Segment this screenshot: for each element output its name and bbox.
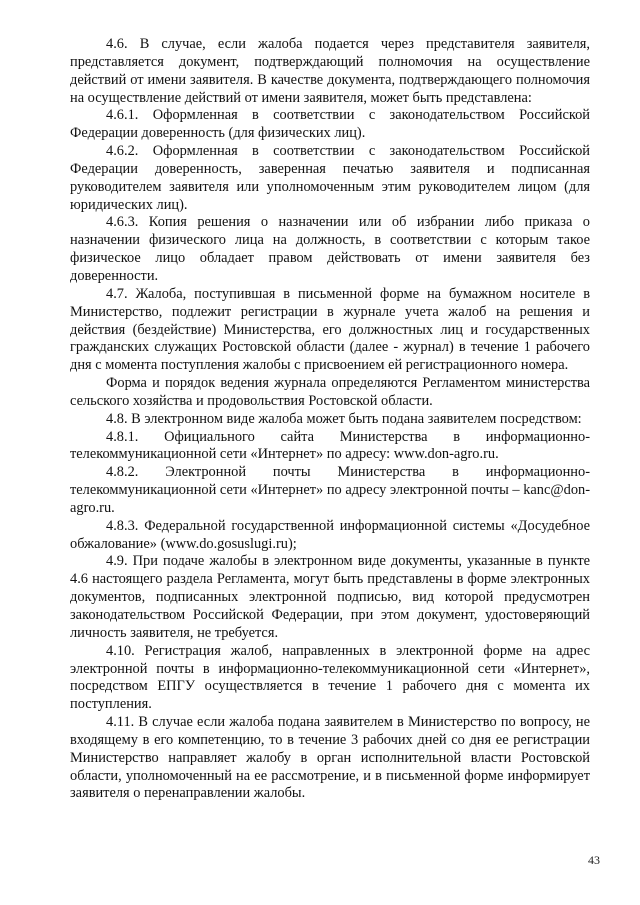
- paragraph-4-9: 4.9. При подаче жалобы в электронном виде документы, указанные в пункте 4.6 настоящего раздела Регламента, могут быть представлены в форме электронных документов, подписанных электронной подписью, вид которой предусмотрен законодательством Российской Федерации, при этом документ, удостоверяющий личность заявителя, не требуется.: [70, 553, 590, 641]
- paragraph-journal-form: Форма и порядок ведения журнала определяются Регламентом министерства сельского хозяйства и продовольствия Ростовской области.: [70, 375, 590, 409]
- paragraph-4-6-2: 4.6.2. Оформленная в соответствии с законодательством Российской Федерации доверенность, заверенная печатью заявителя и подписанная руководителем заявителя или уполномоченным этим руководителем лицом (для юридических лиц).: [70, 143, 590, 213]
- paragraph-4-8-2: 4.8.2. Электронной почты Министерства в информационно-телекоммуникационной сети «Интернет» по адресу электронной почты – kanc@don-agro.ru.: [70, 464, 590, 516]
- page-number: 43: [588, 853, 600, 867]
- paragraph-4-6-1: 4.6.1. Оформленная в соответствии с законодательством Российской Федерации доверенность (для физических лиц).: [70, 107, 590, 142]
- paragraph-4-10: 4.10. Регистрация жалоб, направленных в электронной форме на адрес электронной почты в информационно-телекоммуникационной сети «Интернет», посредством ЕПГУ осуществляется в течение 1 рабочего дня с момента их поступления.: [70, 642, 590, 713]
- paragraph-4-8-3: 4.8.3. Федеральной государственной информационной системы «Досудебное обжалование» (www.do.gosuslugi.ru);: [70, 517, 590, 552]
- paragraph-4-7: 4.7. Жалоба, поступившая в письменной форме на бумажном носителе в Министерство, подлежит регистрации в журнале учета жалоб на решения и действия (бездействие) Министерства, его должностных лиц и государственных гражданских служащих Ростовской области (далее - журнал) в течение 1 рабочего дня с момента поступления жалобы с присвоением ей регистрационного номера.: [70, 285, 590, 374]
- paragraph-4-8: 4.8. В электронном виде жалоба может быть подана заявителем посредством:: [106, 410, 582, 427]
- paragraph-4-6-3: 4.6.3. Копия решения о назначении или об избрании либо приказа о назначении физического лица на должность, в соответствии с которым такое физическое лицо обладает правом действовать от имени заявителя без доверенности.: [70, 214, 590, 284]
- paragraph-4-11: 4.11. В случае если жалоба подана заявителем в Министерство по вопросу, не входящему в его компетенцию, то в течение 3 рабочих дней со дня ее регистрации Министерство направляет жалобу в орган исполнительной власти Ростовской области, уполномоченный на ее рассмотрение, и в письменной форме информирует заявителя о перенаправлении жалобы.: [70, 714, 590, 802]
- paragraph-4-6: 4.6. В случае, если жалоба подается через представителя заявителя, представляется документ, подтверждающий полномочия на осуществление действий от имени заявителя. В качестве документа, подтверждающего полномочия на осуществление действий от имени заявителя, может быть представлена:: [70, 36, 590, 106]
- paragraph-4-8-1: 4.8.1. Официального сайта Министерства в информационно-телекоммуникационной сети «Интернет» по адресу: www.don-agro.ru.: [70, 428, 590, 463]
